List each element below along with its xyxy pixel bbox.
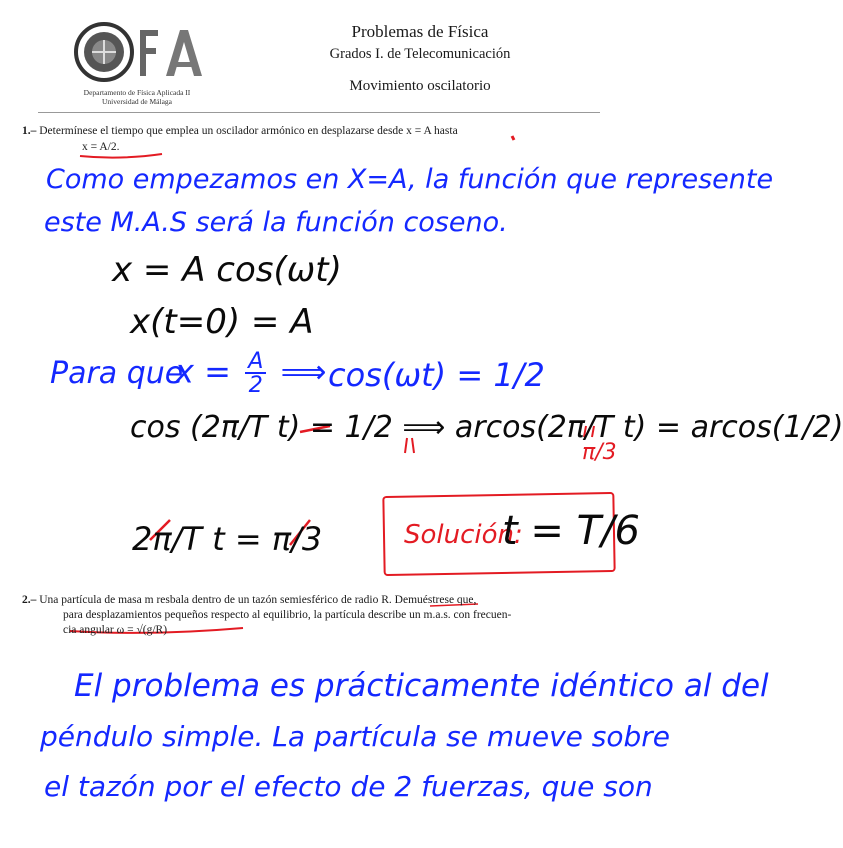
handwritten-para-que: Para que [50,356,184,391]
implies-arrow: ⟹ [280,352,327,391]
problem-2-text-line1: Una partícula de masa m resbala dentro de un tazón semiesférico de radio R. Demuéstrese que, [39,594,477,606]
eq3-lhs: x = [175,352,231,391]
handwritten-note-line2: este M.A.S será la función coseno. [44,207,508,238]
department-name: Departamento de Física Aplicada II [83,88,191,97]
problem-2-text-line3: cia angular ω = √(g/R) [63,624,168,636]
eq3-numerator: A [245,350,266,374]
handwritten-solution2-line1: El problema es prácticamente idéntico al del [74,668,769,704]
page-title: Problemas de Física [351,22,489,41]
equation-arccos: cos (2π/T t) = 1/2 ⟹ arcos(2π/T t) = arcos(1/2) [130,410,843,445]
eq3-fraction [245,350,266,397]
handwritten-solution2-line2: péndulo simple. La partícula se mueve sobre [40,720,671,753]
equation-half-amplitude [175,350,326,397]
solution-value: t = T/6 [502,508,640,554]
problem-1-text-line2: x = A/2. [82,141,120,153]
equation-position: x = A cos(ωt) [112,250,342,290]
problem-2-statement [22,593,602,638]
handwritten-solution2-line3: el tazón por el efecto de 2 fuerzas, que son [44,770,653,803]
problem-2-number: 2.– [22,594,37,606]
equation-phase: 2π/T t = π/3 [132,520,323,558]
problem-2-text-line2: para desplazamientos pequeños respecto al equilibrio, la partícula describe un m.a.s. con frecuen- [63,609,512,621]
annotation-pi-thirds: π/3 [582,440,617,465]
solution-label: Solución: [404,520,523,550]
page-subtitle: Grados I. de Telecomunicación [329,46,511,62]
handwritten-note-line1: Como empezamos en X=A, la función que represente [46,164,774,195]
problem-1-text: Determínese el tiempo que emplea un oscilador armónico en desplazarse desde x = A hasta [39,125,458,137]
equation-cos-half: cos(ωt) = 1/2 [328,356,545,394]
equation-initial-condition: x(t=0) = A [130,302,314,342]
university-name: Universidad de Málaga [102,97,172,106]
eq3-denominator: 2 [248,372,263,399]
problem-1-number: 1.– [22,125,37,137]
topic-title: Movimiento oscilatorio [349,78,491,94]
